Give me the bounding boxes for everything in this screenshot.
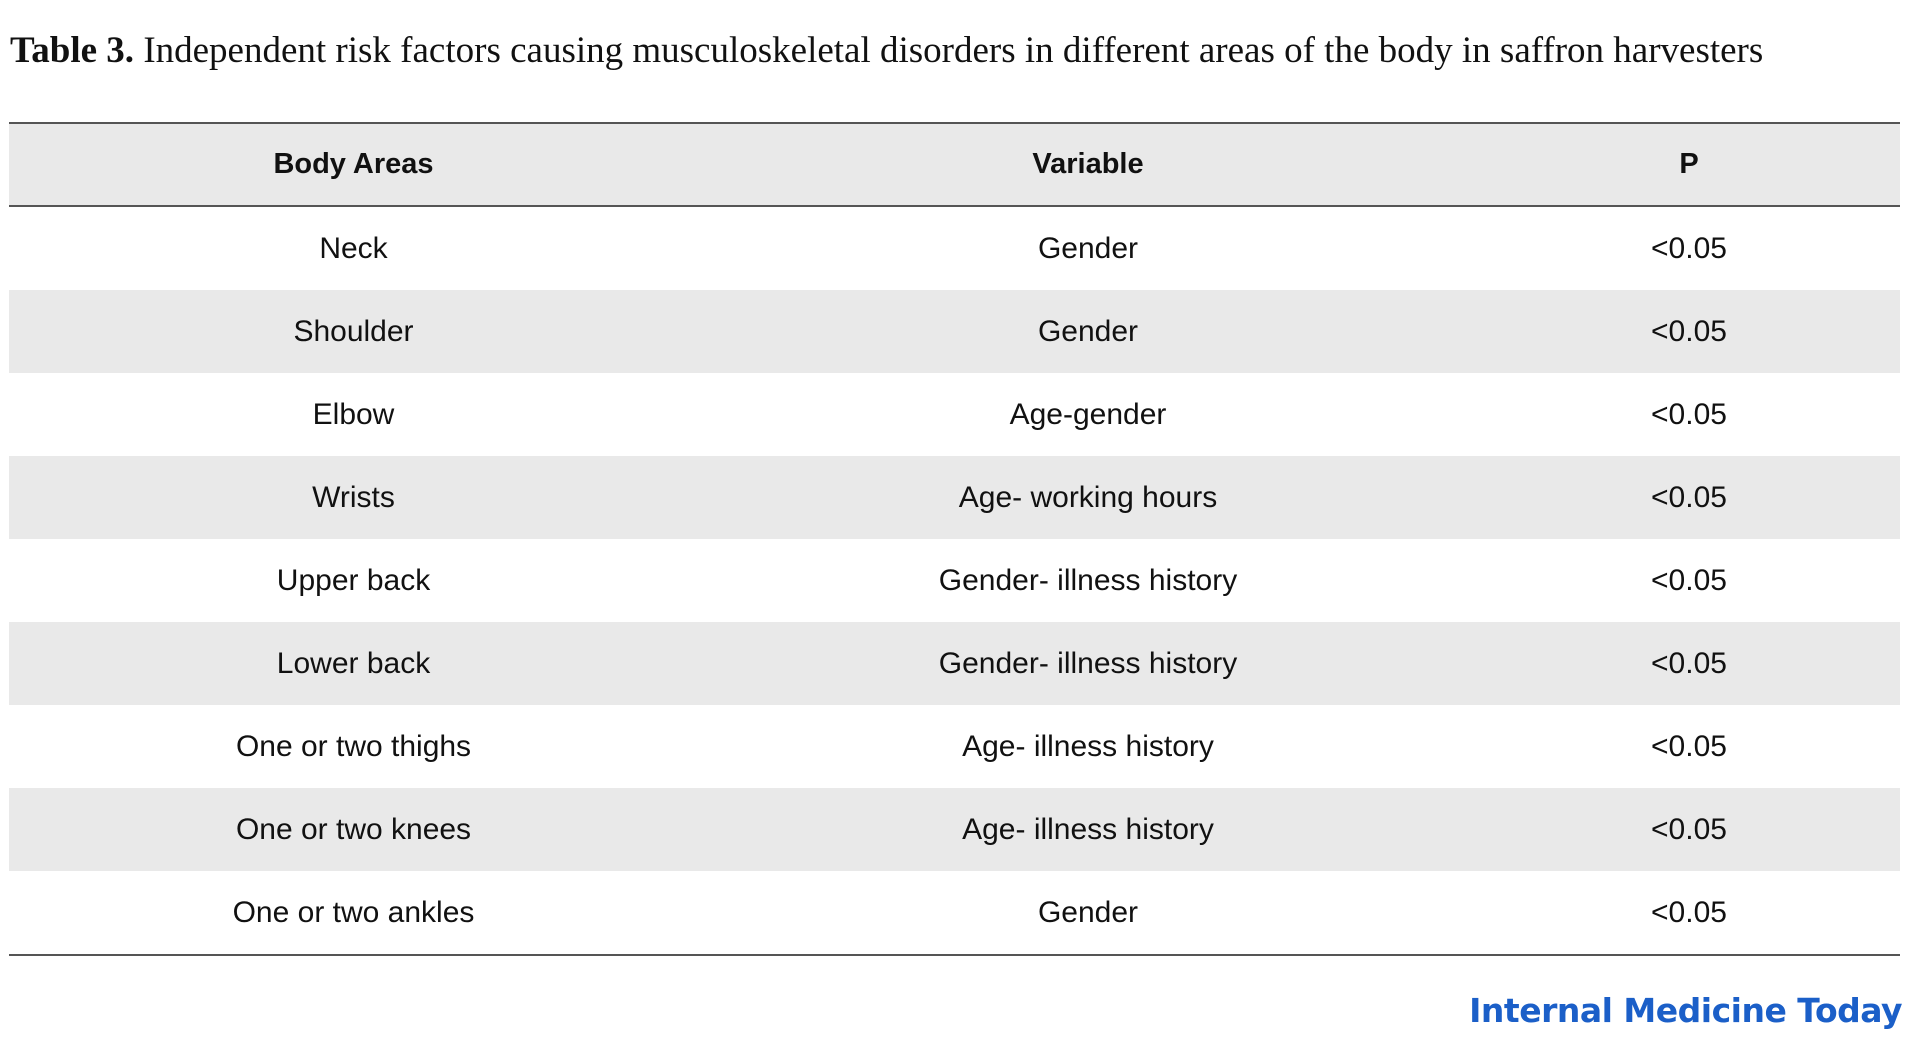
- cell-variable: Age- illness history: [698, 788, 1478, 871]
- table-row: [9, 788, 1900, 871]
- table-row: [9, 871, 1900, 955]
- table-caption-label: Table 3.: [10, 30, 135, 71]
- cell-p-value: <0.05: [1651, 563, 1727, 597]
- cell-body-area: Lower back: [9, 622, 698, 705]
- cell-variable: Age-gender: [1009, 397, 1167, 431]
- cell-body-area: Wrists: [9, 456, 698, 539]
- cell-variable: Gender: [1037, 895, 1139, 929]
- cell-body-area: Upper back: [276, 563, 431, 597]
- cell-p-value: <0.05: [1651, 895, 1727, 929]
- cell-variable: Gender- illness history: [698, 622, 1478, 705]
- cell-body-area: One or two knees: [9, 788, 698, 871]
- cell-variable: Gender: [698, 290, 1478, 373]
- cell-p-value: <0.05: [1651, 397, 1727, 431]
- table-row: [9, 456, 1900, 539]
- column-header-p: P: [1478, 123, 1900, 206]
- table-caption-text: Independent risk factors causing musculoskeletal disorders in different areas of the body in saffron harvesters: [134, 30, 1764, 71]
- cell-body-area: One or two ankles: [232, 895, 475, 929]
- cell-body-area: Shoulder: [9, 290, 698, 373]
- cell-body-area: Neck: [319, 231, 388, 265]
- journal-brand-logo: Internal Medicine Today: [1469, 991, 1902, 1030]
- cell-variable: Age- working hours: [698, 456, 1478, 539]
- cell-p-value: <0.05: [1478, 622, 1900, 705]
- table-header: [9, 123, 1900, 206]
- cell-variable: Gender: [1037, 231, 1139, 265]
- cell-p-value: <0.05: [1651, 729, 1727, 763]
- cell-body-area: Elbow: [312, 397, 395, 431]
- results-table: [9, 122, 1900, 956]
- cell-p-value: <0.05: [1651, 231, 1727, 265]
- table-caption: [10, 28, 1890, 74]
- cell-p-value: <0.05: [1478, 456, 1900, 539]
- table-row: [9, 539, 1900, 622]
- column-header-body-areas: Body Areas: [9, 123, 698, 206]
- cell-body-area: One or two thighs: [235, 729, 472, 763]
- cell-p-value: <0.05: [1478, 788, 1900, 871]
- table-body: [9, 206, 1900, 955]
- table-row: [9, 290, 1900, 373]
- results-table-container: [9, 122, 1900, 956]
- table-row: [9, 705, 1900, 788]
- table-header-row: [9, 123, 1900, 206]
- table-row: [9, 373, 1900, 456]
- table-row: [9, 622, 1900, 705]
- table-row: [9, 206, 1900, 290]
- cell-variable: Gender- illness history: [938, 563, 1238, 597]
- cell-p-value: <0.05: [1478, 290, 1900, 373]
- column-header-variable: Variable: [698, 123, 1478, 206]
- cell-variable: Age- illness history: [962, 729, 1214, 763]
